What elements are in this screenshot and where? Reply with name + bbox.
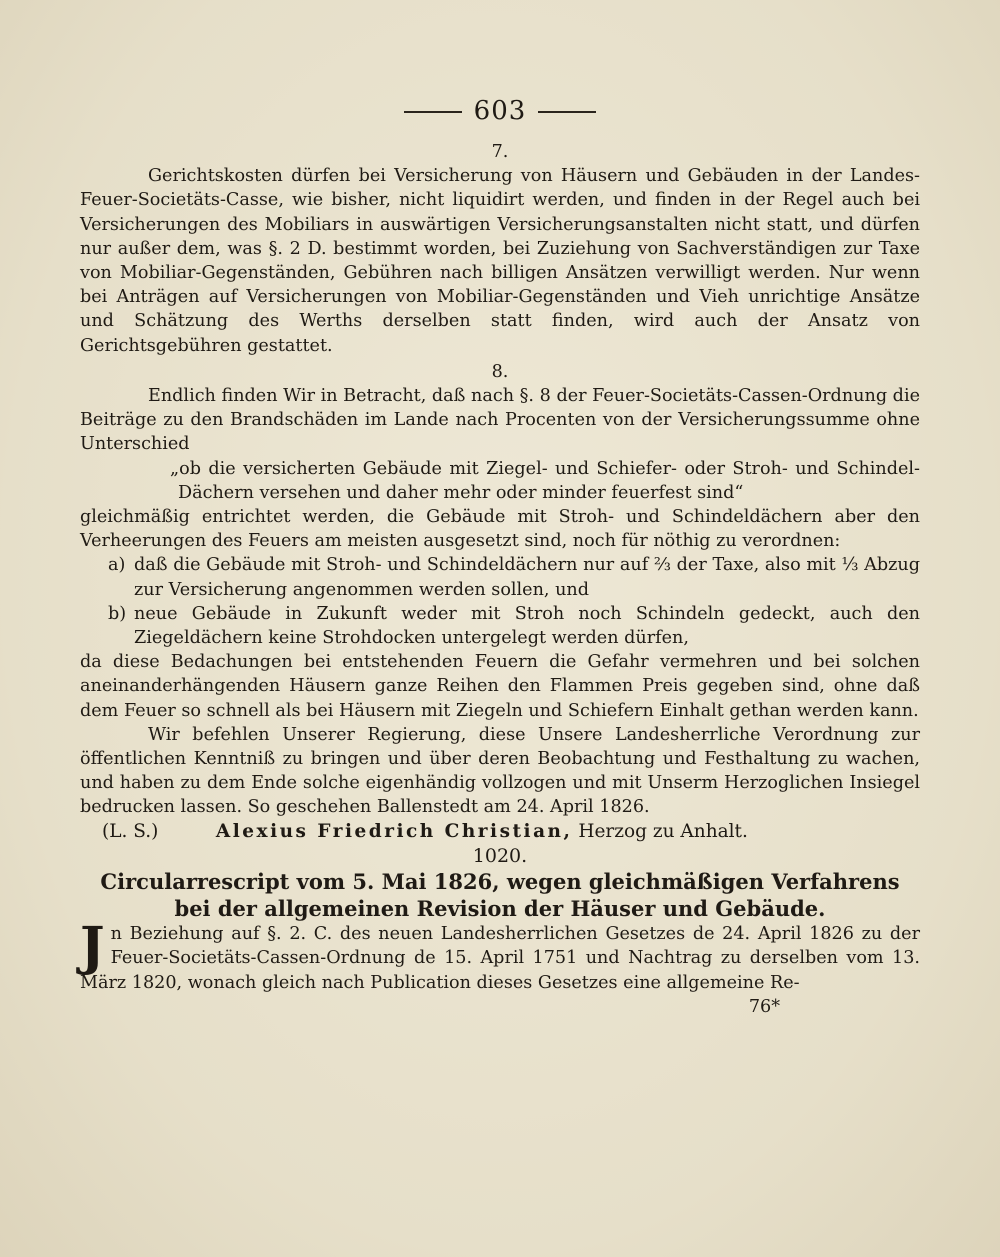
section-7-number: 7. [491, 142, 509, 162]
list-item-label: a) [108, 555, 126, 576]
section-8-number: 8. [491, 361, 509, 382]
list-item-text: neue Gebäude in Zukunft weder mit Stroh noch Schindeln gedeckt, auch den Ziegeldächern keine Strohdocken untergelegt werden dürfen, [134, 603, 920, 649]
signature-line [80, 820, 920, 844]
list-item [80, 553, 920, 601]
section-8-quote: „ob die versicherten Gebäude mit Ziegel- und Schiefer- oder Stroh- und Schindel-Dächern versehen und daher mehr oder minder feuerfest sind“ [170, 458, 920, 503]
document-text-body: n Beziehung auf §. 2. C. des neuen Landesherrlichen Gesetzes de 24. April 1826 zu der Feuer-Societäts-Cassen-Ordnung de 15. April 1751 und Nachtrag zu derselben vom 13. März 1820, wonach gleich nach Publication dieses Gesetzes eine allgemeine Re- [80, 924, 920, 993]
section-8-order: Wir befehlen Unserer Regierung, diese Unsere Landesherrliche Verordnung zur öffentlichen Kenntniß zu bringen und über deren Beobachtung und Festhaltung zu wachen, und haben zu dem Ende solche eigenhändig vollzogen und mit Unserm Herzoglichen Insiegel bedrucken lassen. So geschehen Ballenstedt am 24. April 1826. [80, 724, 920, 818]
seal-mark: (L. S.) [102, 820, 159, 842]
document-number: 1020. [472, 844, 528, 867]
page-number: 603 [473, 96, 527, 126]
drop-cap: J [80, 916, 105, 978]
list-item-label: b) [108, 603, 127, 624]
signature-mark: 76* [748, 996, 780, 1017]
signatory-title: Herzog zu Anhalt. [578, 820, 748, 842]
page-header [0, 96, 1000, 126]
page-body [80, 140, 920, 1019]
list-item [80, 602, 920, 650]
document-title: Circularrescript vom 5. Mai 1826, wegen gleichmäßigen Verfahrens bei der allgemeinen Revision der Häuser und Gebäude. [100, 869, 900, 922]
header-rule-left [404, 111, 462, 113]
section-7-text: Gerichtskosten dürfen bei Versicherung von Häusern und Gebäuden in der Landes-Feuer-Societäts-Casse, wie bisher, nicht liquidirt werden, und finden in der Regel auch bei Versicherungen des Mobiliars in auswärtigen Versicherungsanstalten nicht statt, und dürfen nur außer dem, was §. 2 D. bestimmt worden, bei Zuziehung von Sachverständigen zur Taxe von Mobiliar-Gegenständen, Gebühren nach billigen Ansätzen verwilligt werden. Nur wenn bei Anträgen auf Versicherungen von Mobiliar-Gegenständen und Vieh unrichtige Ansätze und Schätzung des Werths derselben statt finden, wird auch der Ansatz von Gerichtsgebühren gestattet. [80, 166, 920, 356]
section-8-intro: Endlich finden Wir in Betracht, daß nach §. 8 der Feuer-Societäts-Cassen-Ordnung die Beiträge zu den Brandschäden im Lande nach Procenten von der Versicherungssumme ohne Unterschied [80, 386, 920, 455]
header-rule-right [538, 111, 596, 113]
signatory-name: Alexius Friedrich Christian, [215, 820, 573, 842]
document-text [80, 916, 920, 995]
section-8-conclusion: da diese Bedachungen bei entstehenden Feuern die Gefahr vermehren und bei solchen aneinanderhängenden Häusern ganze Reihen den Flammen Preis gegeben sind, ohne daß dem Feuer so schnell als bei Häusern mit Ziegeln und Schiefern Einhalt gethan werden kann. [80, 652, 920, 721]
list-item-text: daß die Gebäude mit Stroh- und Schindeldächern nur auf ⅔ der Taxe, also mit ⅓ Abzug zur Versicherung angenommen werden sollen, und [134, 555, 920, 600]
section-8-continuation: gleichmäßig entrichtet werden, die Gebäude mit Stroh- und Schindeldächern aber den Verheerungen des Feuers am meisten ausgesetzt sind, noch für nöthig zu verordnen: [80, 507, 920, 552]
